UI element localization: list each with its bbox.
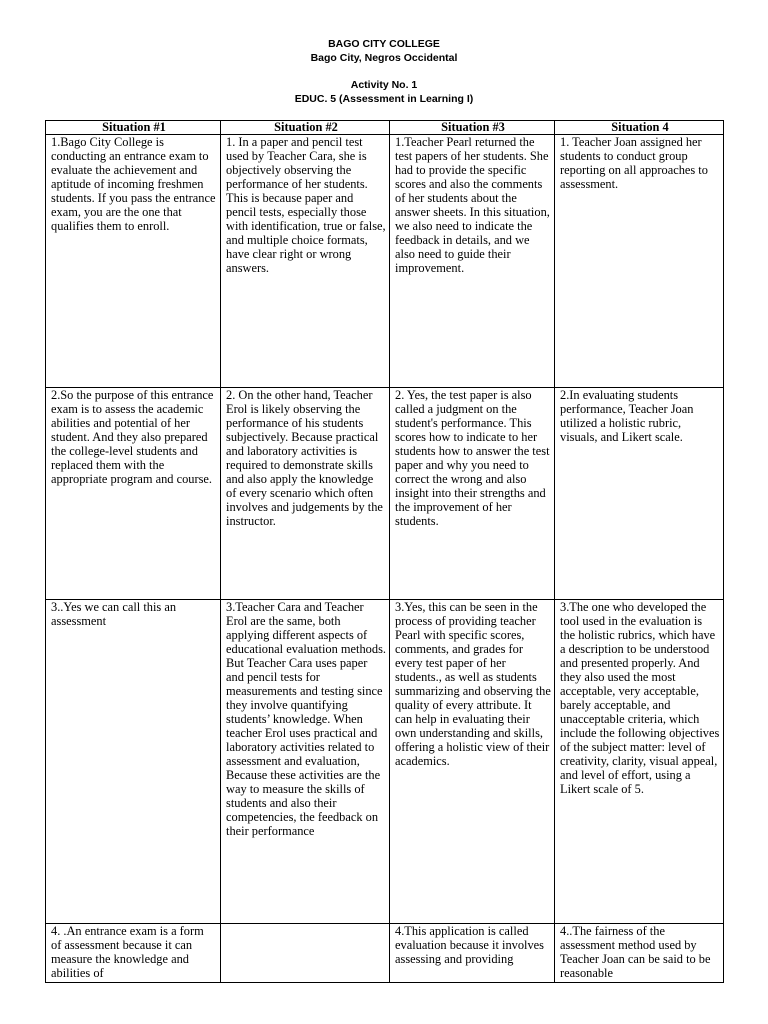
table-cell (221, 924, 390, 983)
header-spacer (0, 65, 768, 78)
table-cell: 2.So the purpose of this entrance exam is to assess the academic abilities and potential of her student. And they also prepared the college-level students and replaced them with the appropriate program and course. (46, 388, 221, 600)
school-location: Bago City, Negros Occidental (310, 52, 458, 64)
column-header-situation-1: Situation #1 (46, 121, 221, 135)
table-row (46, 924, 724, 983)
table-cell: 2. Yes, the test paper is also called a judgment on the student's performance. This scores how to indicate to her students how to answer the test paper and why you need to correct the wrong and also insight into their strengths and the improvement of her students. (390, 388, 555, 600)
table-row (46, 135, 724, 388)
table-cell: 3.Teacher Cara and Teacher Erol are the same, both applying different aspects of educational evaluation methods. But Teacher Cara uses paper and pencil tests for measurements and testing since they involve quantifying students’ knowledge. When teacher Erol uses practical and laboratory activities related to assessment and evaluation, Because these activities are the way to measure the skills of students and also their competencies, the feedback on their performance (221, 600, 390, 924)
table-cell: 4. .An entrance exam is a form of assessment because it can measure the knowledge and abilities of (46, 924, 221, 983)
activity-number: Activity No. 1 (350, 79, 418, 91)
table-cell: 1.Teacher Pearl returned the test papers of her students. She had to provide the specific scores and also the comments of her students about the answer sheets. In this situation, we also need to indicate the feedback in details, and we also need to guide their improvement. (390, 135, 555, 388)
table-cell: 3.The one who developed the tool used in the evaluation is the holistic rubrics, which have a description to be understood and presented properly. And they also used the most acceptable, very acceptable, barely acceptable, and unacceptable criteria, which include the following objectives of the subject matter: level of creativity, clarity, visual appeal, and level of effort, using a Likert scale of 5. (555, 600, 724, 924)
table-cell: 1.Bago City College is conducting an entrance exam to evaluate the achievement and aptitude of incoming freshmen students. If you pass the entrance exam, you are the one that qualifies them to enroll. (46, 135, 221, 388)
table-cell: 3..Yes we can call this an assessment (46, 600, 221, 924)
table-cell: 2.In evaluating students performance, Teacher Joan utilized a holistic rubric, visuals, and Likert scale. (555, 388, 724, 600)
table-cell: 1. In a paper and pencil test used by Teacher Cara, she is objectively observing the performance of her students. This is because paper and pencil tests, especially those with identification, true or false, and multiple choice formats, have clear right or wrong answers. (221, 135, 390, 388)
table-cell: 4.This application is called evaluation because it involves assessing and providing (390, 924, 555, 983)
document-header (0, 37, 768, 106)
school-name: BAGO CITY COLLEGE (328, 38, 440, 50)
table-cell: 3.Yes, this can be seen in the process of providing teacher Pearl with specific scores, comments, and grades for every test paper of her students., as well as students summarizing and observing the quality of every attribute. It can help in evaluating their own understanding and skills, offering a holistic view of their academics. (390, 600, 555, 924)
table-row (46, 388, 724, 600)
column-header-situation-4: Situation 4 (555, 121, 724, 135)
table-cell: 1. Teacher Joan assigned her students to conduct group reporting on all approaches to assessment. (555, 135, 724, 388)
column-header-situation-2: Situation #2 (221, 121, 390, 135)
table-header-row (46, 121, 724, 135)
table-cell: 2. On the other hand, Teacher Erol is likely observing the performance of his students subjectively. Because practical and laboratory activities is required to demonstrate skills and also apply the knowledge of every scenario which often involves and judgements by the instructor. (221, 388, 390, 600)
table-cell: 4..The fairness of the assessment method used by Teacher Joan can be said to be reasonable (555, 924, 724, 983)
column-header-situation-3: Situation #3 (390, 121, 555, 135)
situations-table (45, 120, 724, 983)
table-row (46, 600, 724, 924)
course-title: EDUC. 5 (Assessment in Learning I) (294, 93, 474, 105)
